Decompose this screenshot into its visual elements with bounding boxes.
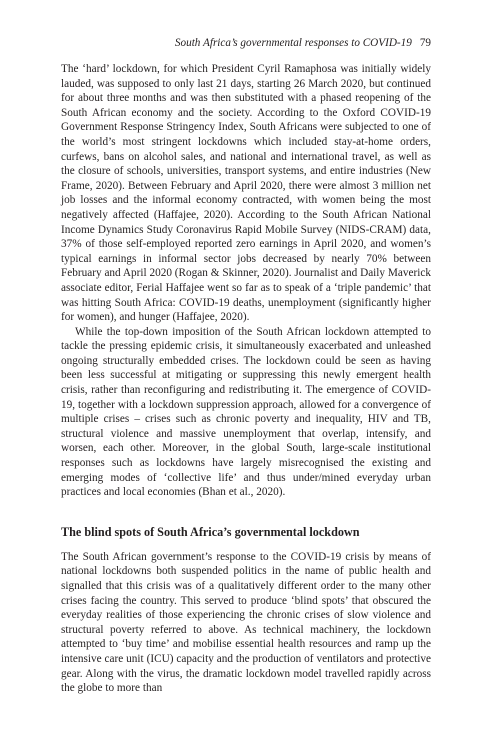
section-heading: The blind spots of South Africa’s governmental lockdown <box>61 524 360 539</box>
paragraph-2: While the top-down imposition of the South African lockdown attempted to tackle the pressing epidemic crisis, it simultaneously exacerbated and unleashed ongoing structurally embedded crises. The lockdown could be seen as having been less successful at mitigating or suppressing this newly emergent health crisis, rather than reconfiguring and redistributing it. The emergence of COVID-19, together with a lockdown suppression approach, allowed for a convergence of multiple crises – crises such as chronic poverty and inequality, HIV and TB, structural violence and massive unemployment that overlap, intensify, and worsen, each other. Moreover, in the global South, large-scale institutional responses such as lockdowns have largely misrecognised the existing and emerging modes of ‘collective life’ and thus under/mined everyday urban practices and local economies (Bhan et al., 2020). <box>61 325 431 499</box>
body-text <box>61 62 431 696</box>
running-head <box>175 36 431 50</box>
section-paragraph: The South African government’s response to the COVID-19 crisis by means of national lockdowns both suspended politics in the name of public health and signalled that this crisis was of a qualitatively different order to the many other crises facing the country. This served to produce ‘blind spots’ that obscured the everyday realities of those experiencing the chronic crises of slow violence and structural poverty referred to above. As technical machinery, the lockdown attempted to ‘buy time’ and mobilise essential health resources and ramp up the intensive care unit (ICU) capacity and the production of ventilators and protective gear. Along with the virus, the dramatic lockdown model travelled rapidly across the globe to more than <box>61 550 431 695</box>
page-number: 79 <box>419 37 431 49</box>
paragraph-1: The ‘hard’ lockdown, for which President Cyril Ramaphosa was initially widely lauded, was supposed to only last 21 days, starting 26 March 2020, but continued for about three months and was then substituted with a phased reopening of the South African economy and the society. According to the Oxford COVID-19 Government Response Stringency Index, South Africans were subjected to one of the world’s most stringent lockdowns which included stay-at-home orders, curfews, bans on alcohol sales, and national and international travel, as well as the closure of schools, universities, transport systems, and entire industries (New Frame, 2020). Between February and April 2020, there were almost 3 million net job losses and the informal economy contracted, with women being the most negatively affected (Haffajee, 2020). According to the South African National Income Dynamics Study Coronavirus Rapid Mobile Survey (NIDS-CRAM) data, 37% of those self-employed reported zero earnings in April 2020, and women’s typical earnings in informal sector jobs decreased by nearly 70% between February and April 2020 (Rogan & Skinner, 2020). Journalist and Daily Maverick associate editor, Ferial Haffajee went so far as to speak of a ‘triple pandemic’ that was hitting South Africa: COVID-19 deaths, unemployment (significantly higher for women), and hunger (Haffajee, 2020). <box>61 63 431 324</box>
running-title: South Africa’s governmental responses to COVID-19 <box>174 37 412 49</box>
